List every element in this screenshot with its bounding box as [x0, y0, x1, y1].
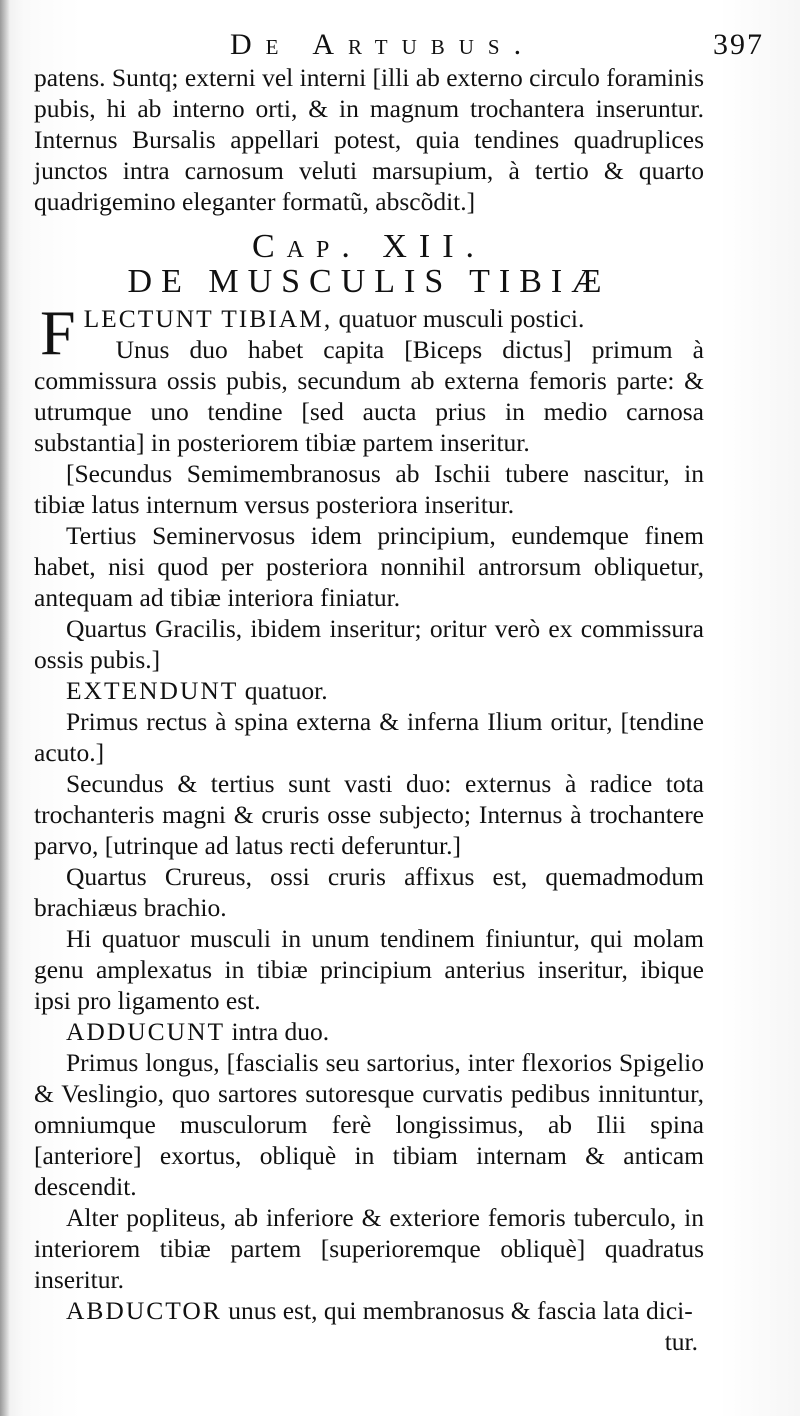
paragraph-unus: Unus duo habet capita [Biceps dictus] primum à commissura ossis pubis, secundum ab externa femoris parte: & utrumque uno tendine [sed aucta prius in medio carnosa substantia] in posteriorem tibiæ partem inseritur.: [34, 335, 704, 457]
running-title: De Artubus.: [230, 28, 536, 61]
paragraph-tertius: Tertius Seminervosus idem principium, eundemque finem habet, nisi quod per posteriora nonnihil antrorsum obliquetur, antequam ad tibiæ interiora finiatur.: [34, 521, 704, 612]
paragraph-lead-words: EXTENDUNT: [66, 676, 239, 705]
paragraph-lead-words: ABDUCTOR: [66, 1296, 222, 1325]
chapter-title: DE MUSCULIS TIBIÆ: [127, 263, 611, 300]
paragraph-text: unus est, qui membranosus & fascia lata dici-: [221, 1296, 693, 1325]
continuation-paragraph: patens. Suntq; externi vel interni [illi ab externo circulo foraminis pubis, hi ab interno orti, & in magnum trochantera inseruntur. Internus Bursalis appellari potest, quia tendines quadruplices junctos intra carnosum veluti marsupium, à tertio & quarto quadrigemino eleganter formatũ, abscõdit.]: [34, 63, 704, 216]
paragraph-flectunt: [34, 297, 704, 368]
paragraph-abductor: [34, 1295, 704, 1326]
paragraph-popliteus: Alter popliteus, ab inferiore & exteriore femoris tuberculo, in interiorem tibiæ partem [superioremque obliquè] quadratus inseritur.: [34, 1203, 704, 1294]
paragraph-lead-words: ADDUCUNT: [66, 1017, 226, 1046]
body-text: [34, 62, 704, 1357]
paragraph-text: quatuor.: [238, 676, 328, 705]
paragraph-vasti: Secundus & tertius sunt vasti duo: externus à radice tota trochanteris magni & cruris osse subjecto; Internus à trochantere parvo, [utrinque ad latus recti deferuntur.]: [34, 769, 704, 860]
paragraph-adducunt: [34, 1016, 704, 1047]
chapter-label: Cap. XII.: [251, 228, 487, 265]
paragraph-lead-words: LECTUNT TIBIAM,: [83, 304, 333, 333]
paragraph-final-word: tur.: [664, 1327, 698, 1356]
drop-cap: F: [40, 297, 76, 368]
paragraph-secundus: [Secundus Semimembranosus ab Ischii tubere nascitur, in tibiæ latus internum versus posteriora inseritur.: [34, 459, 704, 519]
paragraph-text: intra duo.: [225, 1017, 330, 1046]
paragraph-primus-longus: Primus longus, [fascialis seu sartorius, inter flexorios Spigelio & Veslingio, quo sartores sutoresque curvatis pedibus innituntur, omniumque musculorum ferè longissimus, ab Ilii spina [anteriore] exortus, obliquè in tibiam internam & anticam descendit.: [34, 1048, 704, 1201]
paragraph-text: quatuor musculi postici.: [332, 304, 585, 333]
paragraph-quartus-gracilis: Quartus Gracilis, ibidem inseritur; oritur verò ex commissura ossis pubis.]: [34, 614, 704, 674]
paragraph-hi-quatuor: Hi quatuor musculi in unum tendinem finiuntur, qui molam genu amplexatus in tibiæ principium anterius inseritur, ibique ipsi pro ligamento est.: [34, 924, 704, 1015]
page-number: 397: [713, 28, 764, 61]
running-head: [34, 28, 764, 62]
paragraph-primus-rectus: Primus rectus à spina externa & inferna Ilium oritur, [tendine acuto.]: [34, 707, 704, 767]
paragraph-extendunt: [34, 675, 704, 706]
paragraph-crureus: Quartus Crureus, ossi cruris affixus est, quemadmodum brachiæus brachio.: [34, 862, 704, 922]
